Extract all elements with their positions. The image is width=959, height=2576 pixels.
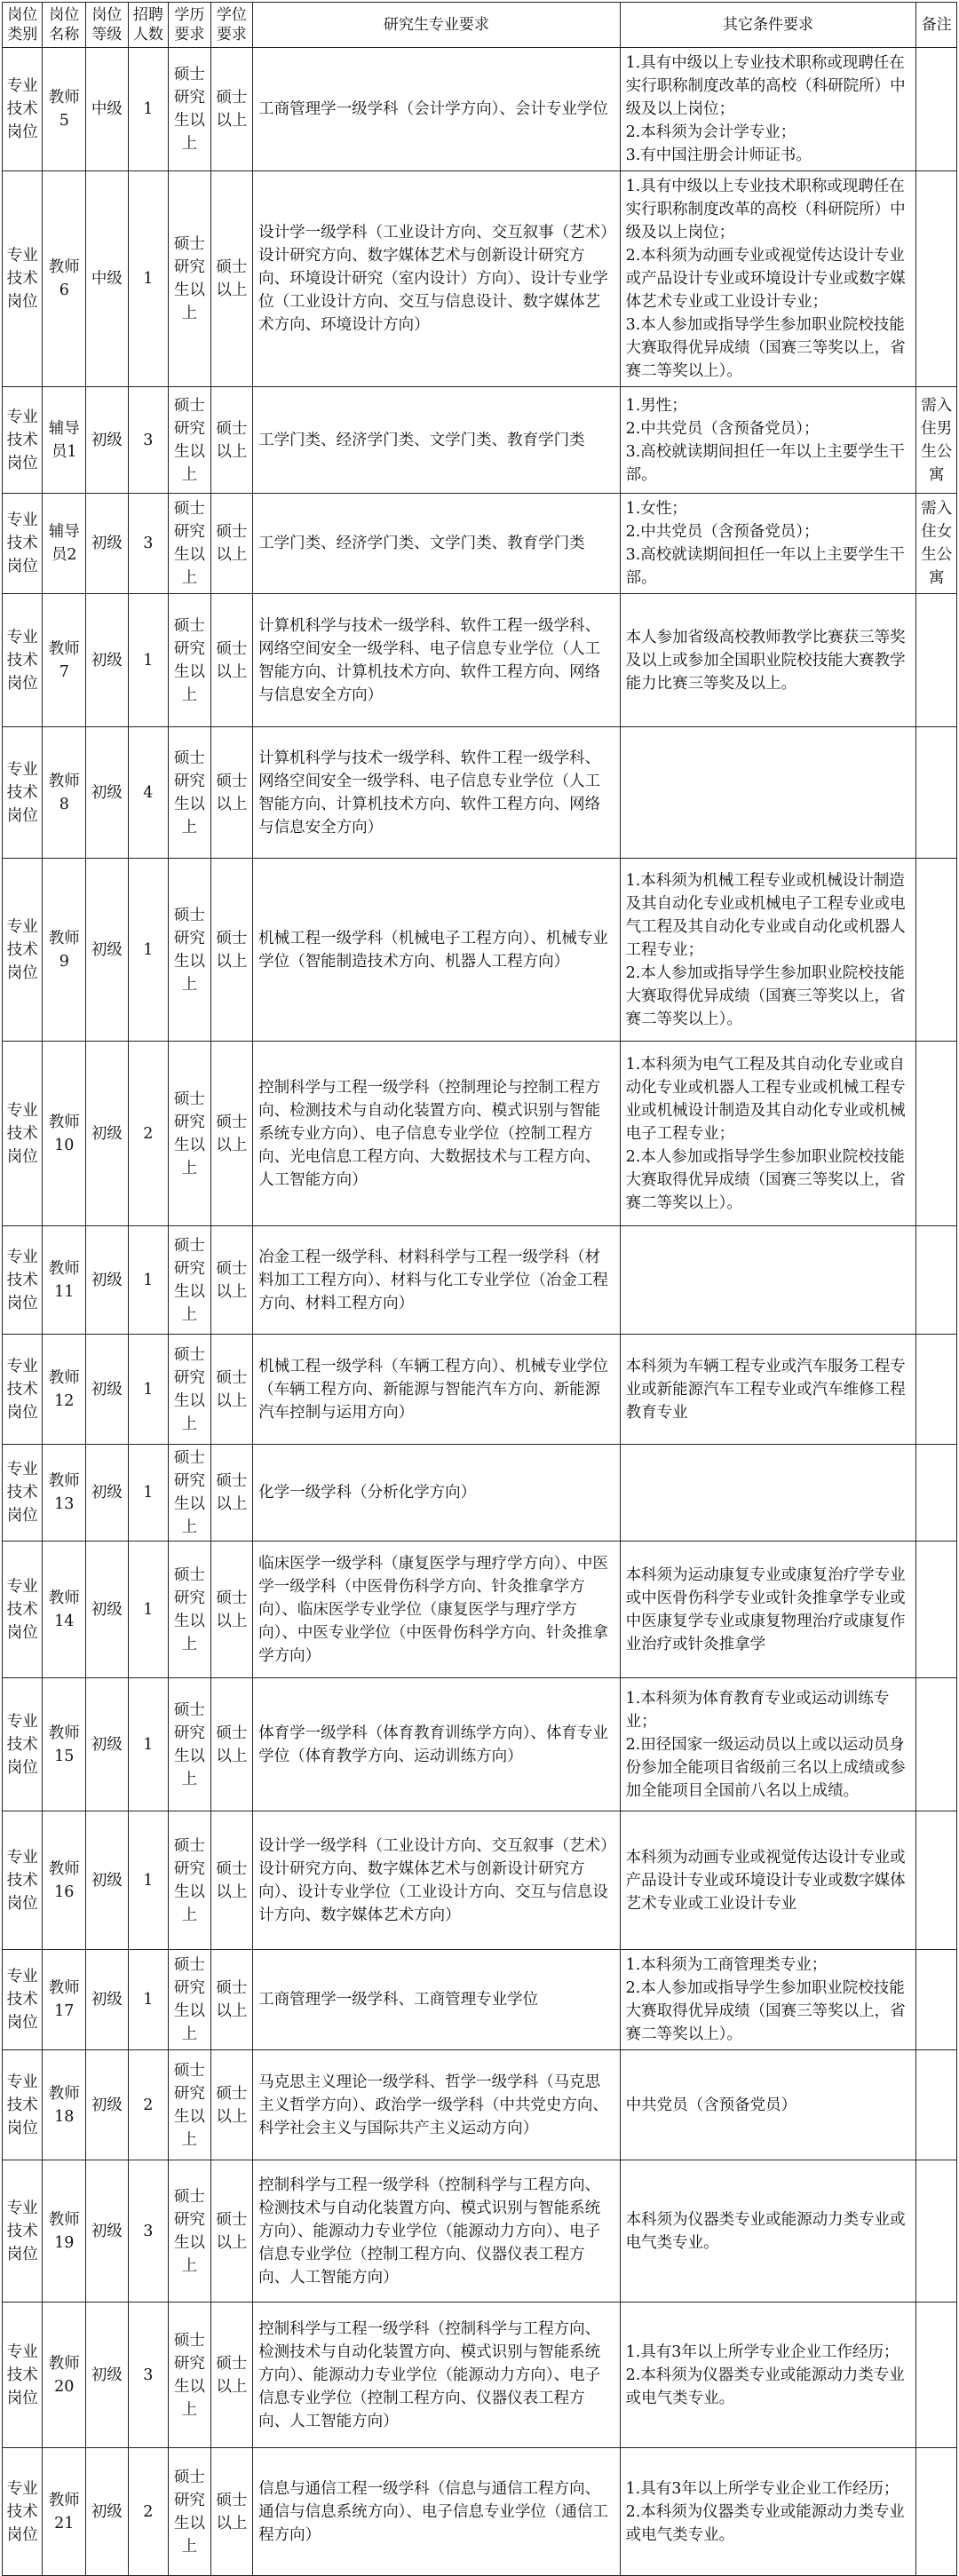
cell-category: 专业技术岗位 (3, 1811, 43, 1950)
cell-xuewei: 硕士以上 (210, 48, 253, 171)
cell-remark (916, 1335, 957, 1445)
cell-name: 教师20 (43, 2303, 86, 2448)
cell-category: 专业技术岗位 (3, 859, 43, 1042)
cell-degree: 硕士研究生以上 (169, 1678, 211, 1811)
cell-xuewei: 硕士以上 (210, 171, 253, 387)
cell-level: 中级 (86, 48, 129, 171)
cell-xuewei: 硕士以上 (210, 2160, 253, 2303)
cell-name: 教师14 (43, 1542, 86, 1678)
cell-degree: 硕士研究生以上 (169, 1042, 211, 1226)
table-row (3, 1811, 957, 1950)
cell-name: 辅导员1 (43, 387, 86, 494)
table-row (3, 594, 957, 727)
cell-count: 1 (128, 1950, 168, 2050)
cell-major: 控制科学与工程一级学科（控制科学与工程方向、检测技术与自动化装置方向、模式识别与智能系统方向）、能源动力专业学位（能源动力方向）、电子信息专业学位（控制工程方向、仪器仪表工程方向、人工智能方向） (253, 2303, 620, 2448)
cell-xuewei: 硕士以上 (210, 1811, 253, 1950)
cell-name: 教师13 (43, 1445, 86, 1542)
table-row (3, 2448, 957, 2576)
cell-category: 专业技术岗位 (3, 1042, 43, 1226)
cell-category: 专业技术岗位 (3, 48, 43, 171)
table-row (3, 2050, 957, 2160)
cell-xuewei: 硕士以上 (210, 1335, 253, 1445)
cell-degree: 硕士研究生以上 (169, 859, 211, 1042)
cell-other: 1.具有3年以上所学专业企业工作经历； 2.本科须为仪器类专业或能源动力类专业或电气类专业。 (620, 2303, 916, 2448)
cell-category: 专业技术岗位 (3, 2050, 43, 2160)
cell-remark (916, 1950, 957, 2050)
cell-xuewei: 硕士以上 (210, 387, 253, 494)
cell-remark: 需入住男生公寓 (916, 387, 957, 494)
cell-major: 计算机科学与技术一级学科、软件工程一级学科、网络空间安全一级学科、电子信息专业学位（人工智能方向、计算机技术方向、软件工程方向、网络与信息安全方向） (253, 594, 620, 727)
cell-other: 本科须为运动康复专业或康复治疗学专业或中医骨伤科学专业或针灸推拿学专业或中医康复学专业或康复物理治疗或康复作业治疗或针灸推拿学 (620, 1542, 916, 1678)
cell-other (620, 727, 916, 859)
table-row (3, 2303, 957, 2448)
cell-count: 4 (128, 727, 168, 859)
cell-level: 初级 (86, 1335, 129, 1445)
cell-remark (916, 1226, 957, 1335)
cell-level: 初级 (86, 859, 129, 1042)
cell-major: 体育学一级学科（体育教育训练学方向）、体育专业学位（体育教学方向、运动训练方向） (253, 1678, 620, 1811)
cell-degree: 硕士研究生以上 (169, 2050, 211, 2160)
cell-xuewei: 硕士以上 (210, 1950, 253, 2050)
cell-name: 教师17 (43, 1950, 86, 2050)
header-other: 其它条件要求 (620, 3, 916, 48)
cell-other: 1.具有3年以上所学专业企业工作经历； 2.本科须为仪器类专业或能源动力类专业或电气类专业。 (620, 2448, 916, 2576)
cell-other: 1.具有中级以上专业技术职称或现聘任在实行职称制度改革的高校（科研院所）中级及以上岗位； 2.本科须为会计学专业； 3.有中国注册会计师证书。 (620, 48, 916, 171)
cell-degree: 硕士研究生以上 (169, 387, 211, 494)
header-degree: 学历要求 (169, 3, 211, 48)
table-row (3, 859, 957, 1042)
cell-name: 教师12 (43, 1335, 86, 1445)
cell-major: 工学门类、经济学门类、文学门类、教育学门类 (253, 387, 620, 494)
cell-category: 专业技术岗位 (3, 594, 43, 727)
cell-xuewei: 硕士以上 (210, 1042, 253, 1226)
cell-name: 教师5 (43, 48, 86, 171)
cell-major: 冶金工程一级学科、材料科学与工程一级学科（材料加工工程方向）、材料与化工专业学位（冶金工程方向、材料工程方向） (253, 1226, 620, 1335)
cell-other: 1.本科须为体育教育专业或运动训练专业； 2.田径国家一级运动员以上或以运动员身份参加全能项目省级前三名以上成绩或参加全能项目全国前八名以上成绩。 (620, 1678, 916, 1811)
cell-degree: 硕士研究生以上 (169, 1811, 211, 1950)
cell-category: 专业技术岗位 (3, 2160, 43, 2303)
cell-remark (916, 48, 957, 171)
cell-name: 辅导员2 (43, 494, 86, 594)
cell-remark (916, 1811, 957, 1950)
cell-category: 专业技术岗位 (3, 171, 43, 387)
cell-major: 计算机科学与技术一级学科、软件工程一级学科、网络空间安全一级学科、电子信息专业学位（人工智能方向、计算机技术方向、软件工程方向、网络与信息安全方向） (253, 727, 620, 859)
recruitment-table (2, 2, 957, 2576)
cell-degree: 硕士研究生以上 (169, 2160, 211, 2303)
cell-category: 专业技术岗位 (3, 1445, 43, 1542)
table-row (3, 1335, 957, 1445)
cell-major: 临床医学一级学科（康复医学与理疗学方向）、中医学一级学科（中医骨伤科学方向、针灸推拿学方向）、临床医学专业学位（康复医学与理疗学方向）、中医专业学位（中医骨伤科学方向、针灸推拿学方向） (253, 1542, 620, 1678)
header-category: 岗位类别 (3, 3, 43, 48)
cell-name: 教师6 (43, 171, 86, 387)
cell-remark (916, 2303, 957, 2448)
cell-count: 1 (128, 1811, 168, 1950)
cell-degree: 硕士研究生以上 (169, 171, 211, 387)
cell-xuewei: 硕士以上 (210, 1542, 253, 1678)
cell-degree: 硕士研究生以上 (169, 2448, 211, 2576)
cell-category: 专业技术岗位 (3, 1542, 43, 1678)
cell-degree: 硕士研究生以上 (169, 1445, 211, 1542)
table-row (3, 1542, 957, 1678)
cell-category: 专业技术岗位 (3, 494, 43, 594)
cell-count: 2 (128, 1042, 168, 1226)
cell-other: 1.本科须为工商管理类专业； 2.本人参加或指导学生参加职业院校技能大赛取得优异成绩（国赛三等奖以上，省赛二等奖以上）。 (620, 1950, 916, 2050)
cell-major: 工商管理学一级学科（会计学方向）、会计专业学位 (253, 48, 620, 171)
cell-xuewei: 硕士以上 (210, 494, 253, 594)
cell-category: 专业技术岗位 (3, 2448, 43, 2576)
cell-level: 初级 (86, 1042, 129, 1226)
cell-level: 初级 (86, 1226, 129, 1335)
cell-count: 1 (128, 1226, 168, 1335)
table-row (3, 171, 957, 387)
cell-other: 中共党员（含预备党员） (620, 2050, 916, 2160)
cell-count: 1 (128, 1335, 168, 1445)
cell-other (620, 1445, 916, 1542)
cell-major: 化学一级学科（分析化学方向） (253, 1445, 620, 1542)
cell-degree: 硕士研究生以上 (169, 727, 211, 859)
header-name: 岗位名称 (43, 3, 86, 48)
cell-remark (916, 1678, 957, 1811)
header-major: 研究生专业要求 (253, 3, 620, 48)
cell-remark (916, 171, 957, 387)
cell-category: 专业技术岗位 (3, 727, 43, 859)
cell-degree: 硕士研究生以上 (169, 594, 211, 727)
header-row (3, 3, 957, 48)
cell-xuewei: 硕士以上 (210, 1678, 253, 1811)
cell-name: 教师7 (43, 594, 86, 727)
cell-xuewei: 硕士以上 (210, 1226, 253, 1335)
cell-name: 教师10 (43, 1042, 86, 1226)
cell-category: 专业技术岗位 (3, 1678, 43, 1811)
cell-level: 初级 (86, 1542, 129, 1678)
cell-major: 设计学一级学科（工业设计方向、交互叙事（艺术）设计研究方向、数字媒体艺术与创新设计研究方向、环境设计研究（室内设计）方向）、设计专业学位（工业设计方向、交互与信息设计、数字媒体艺术方向、环境设计方向） (253, 171, 620, 387)
cell-degree: 硕士研究生以上 (169, 1335, 211, 1445)
cell-level: 初级 (86, 1445, 129, 1542)
table-row (3, 48, 957, 171)
cell-xuewei: 硕士以上 (210, 2303, 253, 2448)
cell-name: 教师21 (43, 2448, 86, 2576)
table-row (3, 727, 957, 859)
cell-major: 马克思主义理论一级学科、哲学一级学科（马克思主义哲学方向）、政治学一级学科（中共党史方向、科学社会主义与国际共产主义运动方向） (253, 2050, 620, 2160)
cell-remark (916, 1042, 957, 1226)
cell-xuewei: 硕士以上 (210, 594, 253, 727)
cell-other: 本科须为仪器类专业或能源动力类专业或电气类专业。 (620, 2160, 916, 2303)
cell-major: 机械工程一级学科（机械电子工程方向）、机械专业学位（智能制造技术方向、机器人工程方向） (253, 859, 620, 1042)
cell-major: 控制科学与工程一级学科（控制理论与控制工程方向、检测技术与自动化装置方向、模式识别与智能系统专业方向）、电子信息专业学位（控制工程方向、光电信息工程方向、大数据技术与工程方向、人工智能方向） (253, 1042, 620, 1226)
cell-other: 本科须为动画专业或视觉传达设计专业或产品设计专业或环境设计专业或数字媒体艺术专业或工业设计专业 (620, 1811, 916, 1950)
header-count: 招聘人数 (128, 3, 168, 48)
cell-count: 1 (128, 594, 168, 727)
cell-level: 初级 (86, 1950, 129, 2050)
cell-category: 专业技术岗位 (3, 1950, 43, 2050)
cell-level: 初级 (86, 2448, 129, 2576)
cell-major: 工学门类、经济学门类、文学门类、教育学门类 (253, 494, 620, 594)
cell-degree: 硕士研究生以上 (169, 48, 211, 171)
cell-other: 本科须为车辆工程专业或汽车服务工程专业或新能源汽车工程专业或汽车维修工程教育专业 (620, 1335, 916, 1445)
cell-level: 初级 (86, 2050, 129, 2160)
cell-xuewei: 硕士以上 (210, 2448, 253, 2576)
table-row (3, 1226, 957, 1335)
cell-count: 3 (128, 2160, 168, 2303)
cell-xuewei: 硕士以上 (210, 727, 253, 859)
table-row (3, 387, 957, 494)
cell-level: 初级 (86, 2303, 129, 2448)
cell-count: 1 (128, 1445, 168, 1542)
cell-name: 教师19 (43, 2160, 86, 2303)
cell-major: 控制科学与工程一级学科（控制科学与工程方向、检测技术与自动化装置方向、模式识别与智能系统方向）、能源动力专业学位（能源动力方向）、电子信息专业学位（控制工程方向、仪器仪表工程方向、人工智能方向） (253, 2160, 620, 2303)
cell-remark (916, 2050, 957, 2160)
header-level: 岗位等级 (86, 3, 129, 48)
cell-degree: 硕士研究生以上 (169, 1226, 211, 1335)
cell-level: 初级 (86, 387, 129, 494)
cell-level: 初级 (86, 2160, 129, 2303)
cell-count: 1 (128, 859, 168, 1042)
cell-level: 中级 (86, 171, 129, 387)
cell-level: 初级 (86, 1678, 129, 1811)
cell-name: 教师8 (43, 727, 86, 859)
cell-category: 专业技术岗位 (3, 1335, 43, 1445)
cell-remark (916, 594, 957, 727)
cell-major: 机械工程一级学科（车辆工程方向）、机械专业学位（车辆工程方向、新能源与智能汽车方向、新能源汽车控制与运用方向） (253, 1335, 620, 1445)
table-row (3, 1950, 957, 2050)
cell-other: 本人参加省级高校教师教学比赛获三等奖及以上或参加全国职业院校技能大赛教学能力比赛三等奖及以上。 (620, 594, 916, 727)
cell-level: 初级 (86, 494, 129, 594)
cell-degree: 硕士研究生以上 (169, 2303, 211, 2448)
table-body (3, 48, 957, 2576)
cell-level: 初级 (86, 727, 129, 859)
header-xuewei: 学位要求 (210, 3, 253, 48)
cell-count: 1 (128, 1678, 168, 1811)
cell-degree: 硕士研究生以上 (169, 494, 211, 594)
cell-other: 1.男性； 2.中共党员（含预备党员）； 3.高校就读期间担任一年以上主要学生干部。 (620, 387, 916, 494)
table-row (3, 1042, 957, 1226)
cell-degree: 硕士研究生以上 (169, 1542, 211, 1678)
cell-other: 1.本科须为机械工程专业或机械设计制造及其自动化专业或机械电子工程专业或电气工程及其自动化专业或自动化或机器人工程专业； 2.本人参加或指导学生参加职业院校技能大赛取得优异成绩（国赛三等奖以上，省赛二等奖以上）。 (620, 859, 916, 1042)
cell-xuewei: 硕士以上 (210, 859, 253, 1042)
cell-count: 3 (128, 494, 168, 594)
cell-count: 1 (128, 48, 168, 171)
cell-remark (916, 1542, 957, 1678)
cell-major: 设计学一级学科（工业设计方向、交互叙事（艺术）设计研究方向、数字媒体艺术与创新设计研究方向）、设计专业学位（工业设计方向、交互与信息设计方向、数字媒体艺术方向） (253, 1811, 620, 1950)
cell-count: 1 (128, 1542, 168, 1678)
cell-other: 1.女性； 2.中共党员（含预备党员）； 3.高校就读期间担任一年以上主要学生干部。 (620, 494, 916, 594)
cell-remark (916, 2448, 957, 2576)
cell-remark (916, 859, 957, 1042)
cell-level: 初级 (86, 594, 129, 727)
cell-name: 教师9 (43, 859, 86, 1042)
table-row (3, 494, 957, 594)
cell-name: 教师16 (43, 1811, 86, 1950)
table-row (3, 1678, 957, 1811)
cell-major: 工商管理学一级学科、工商管理专业学位 (253, 1950, 620, 2050)
cell-other (620, 1226, 916, 1335)
cell-category: 专业技术岗位 (3, 387, 43, 494)
cell-count: 2 (128, 2448, 168, 2576)
cell-count: 3 (128, 387, 168, 494)
cell-name: 教师18 (43, 2050, 86, 2160)
cell-remark (916, 727, 957, 859)
cell-remark (916, 2160, 957, 2303)
cell-remark: 需入住女生公寓 (916, 494, 957, 594)
cell-category: 专业技术岗位 (3, 1226, 43, 1335)
cell-count: 3 (128, 2303, 168, 2448)
cell-remark (916, 1445, 957, 1542)
cell-name: 教师15 (43, 1678, 86, 1811)
header-remark: 备注 (916, 3, 957, 48)
cell-xuewei: 硕士以上 (210, 1445, 253, 1542)
cell-other: 1.具有中级以上专业技术职称或现聘任在实行职称制度改革的高校（科研院所）中级及以上岗位； 2.本科须为动画专业或视觉传达设计专业或产品设计专业或环境设计专业或数字媒体艺术专业或工业设计专业； 3.本人参加或指导学生参加职业院校技能大赛取得优异成绩（国赛三等奖以上，省赛二等奖以上）。 (620, 171, 916, 387)
cell-name: 教师11 (43, 1226, 86, 1335)
cell-degree: 硕士研究生以上 (169, 1950, 211, 2050)
cell-count: 1 (128, 171, 168, 387)
cell-other: 1.本科须为电气工程及其自动化专业或自动化专业或机器人工程专业或机械工程专业或机械设计制造及其自动化专业或机械电子工程专业； 2.本人参加或指导学生参加职业院校技能大赛取得优异成绩（国赛三等奖以上，省赛二等奖以上）。 (620, 1042, 916, 1226)
cell-level: 初级 (86, 1811, 129, 1950)
cell-major: 信息与通信工程一级学科（信息与通信工程方向、通信与信息系统方向）、电子信息专业学位（通信工程方向） (253, 2448, 620, 2576)
table-row (3, 1445, 957, 1542)
cell-category: 专业技术岗位 (3, 2303, 43, 2448)
cell-count: 2 (128, 2050, 168, 2160)
cell-xuewei: 硕士以上 (210, 2050, 253, 2160)
table-row (3, 2160, 957, 2303)
